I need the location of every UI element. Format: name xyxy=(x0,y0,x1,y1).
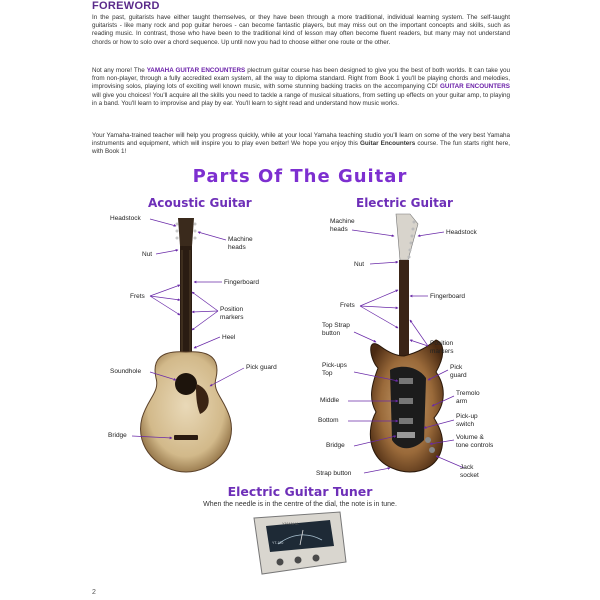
brand-emphasis-2: GUITAR ENCOUNTERS xyxy=(440,83,510,91)
electric-label-fingerboard: Fingerboard xyxy=(430,293,466,300)
electric-label-pick-guard-1: Pick xyxy=(450,364,463,371)
electric-label-pickups-1: Pick-ups xyxy=(322,362,347,369)
acoustic-label-pick-guard: Pick guard xyxy=(246,364,277,371)
acoustic-label-fingerboard: Fingerboard xyxy=(224,279,260,286)
electric-label-top-strap-2: button xyxy=(322,330,341,337)
electric-label-volume-2: tone controls xyxy=(456,442,494,449)
electric-label-tremolo-1: Tremolo xyxy=(456,390,480,397)
paragraph-1-text: In the past, guitarists have either taught themselves, or they have been through a more traditional, individual learning system. The self-taught guitarists - like many rock and pop guitar heroes - can become fantastic players, but may miss out on the important concepts and skills, such as reading music. In contrast, those who have been to the traditional kind of lesson may often become fluent readers, but many may not understand chords or how to solo over a chord sequence. Up until now you had to choose either one route or the other. xyxy=(92,14,510,46)
electric-label-headstock: Headstock xyxy=(446,229,477,236)
electric-label-jack-1: Jack xyxy=(460,464,474,471)
tuner-image xyxy=(254,512,346,574)
acoustic-label-machine-heads-1: Machine xyxy=(228,236,253,243)
paragraph-2-text-c: plectrum guitar course has been designed to give you the best of both worlds. It can take you from non-player, through a fully accredited exam system, all the way to diploma standard. Right from Book 1 you'll be playing chords and melodies, improvising solos, playing lots of exciting well known music, with some stunning backing tracks on the accompanying CD! xyxy=(92,67,511,91)
electric-title: Electric Guitar xyxy=(356,196,453,210)
electric-label-bridge: Bridge xyxy=(326,442,345,449)
acoustic-title: Acoustic Guitar xyxy=(148,196,252,210)
electric-label-volume-1: Volume & xyxy=(456,434,484,441)
figure-title: Parts Of The Guitar xyxy=(192,166,408,187)
page-number: 2 xyxy=(92,589,96,596)
electric-label-frets: Frets xyxy=(340,302,355,309)
acoustic-label-position-markers-1: Position xyxy=(220,306,244,313)
acoustic-label-position-markers-2: markers xyxy=(220,314,244,321)
electric-label-pickup-switch-2: switch xyxy=(456,421,475,428)
electric-label-position-markers-1: Position xyxy=(430,340,454,347)
electric-label-machine-heads-1: Machine xyxy=(330,218,355,225)
paragraph-2-text-e: will give you choices! You'll acquire all the skills you need to tackle a range of musical situations, from setting up effects on your guitar amp, to playing in a band. You'll learn to improvise and play by ear. You'll learn to sight read and understand how music works. xyxy=(92,91,510,107)
electric-label-jack-2: socket xyxy=(460,472,479,479)
paragraph-3-text-a: Your Yamaha-trained teacher will help you progress quickly, while at your local Yamaha teaching studio you'll learn on some of the very best Yamaha instruments and equipment, which will inspire you to play even better! We hope you enjoy this xyxy=(92,132,510,148)
acoustic-label-soundhole: Soundhole xyxy=(110,368,142,375)
electric-label-machine-heads-2: heads xyxy=(330,226,348,233)
acoustic-label-heel: Heel xyxy=(222,334,236,341)
acoustic-label-nut: Nut xyxy=(142,251,153,258)
brand-emphasis: YAMAHA GUITAR ENCOUNTERS xyxy=(146,67,246,74)
electric-label-pickup-switch-1: Pick-up xyxy=(456,413,478,420)
tuner-caption: When the needle is in the centre of the dial, the note is in tune. xyxy=(203,501,397,508)
electric-label-bottom: Bottom xyxy=(318,417,339,424)
acoustic-label-machine-heads-2: heads xyxy=(228,244,246,251)
course-name: Guitar Encounters xyxy=(359,140,416,148)
acoustic-label-bridge: Bridge xyxy=(108,432,127,439)
acoustic-label-headstock: Headstock xyxy=(110,215,141,222)
tuner-title: Electric Guitar Tuner xyxy=(227,484,373,499)
electric-label-pickups-2: Top xyxy=(322,370,333,377)
electric-label-top-strap-1: Top Strap xyxy=(322,322,350,329)
paragraph-3-text-c: course. The fun starts right here, with Book 1! xyxy=(92,140,510,156)
acoustic-label-frets: Frets xyxy=(130,293,145,300)
electric-label-strap-button: Strap button xyxy=(316,470,352,477)
electric-label-position-markers-2: markers xyxy=(430,348,454,355)
electric-label-nut: Nut xyxy=(354,261,365,268)
tuner-model: YT-120 xyxy=(272,541,284,545)
foreword-heading: FOREWORD xyxy=(92,0,160,12)
electric-label-tremolo-2: arm xyxy=(456,398,468,405)
electric-label-middle: Middle xyxy=(320,397,340,404)
electric-label-pick-guard-2: guard xyxy=(450,372,467,379)
paragraph-2-text-a: Not any more! The xyxy=(92,67,147,74)
acoustic-guitar-image xyxy=(141,218,232,472)
tuner-brand: YAMAHA xyxy=(282,521,299,526)
